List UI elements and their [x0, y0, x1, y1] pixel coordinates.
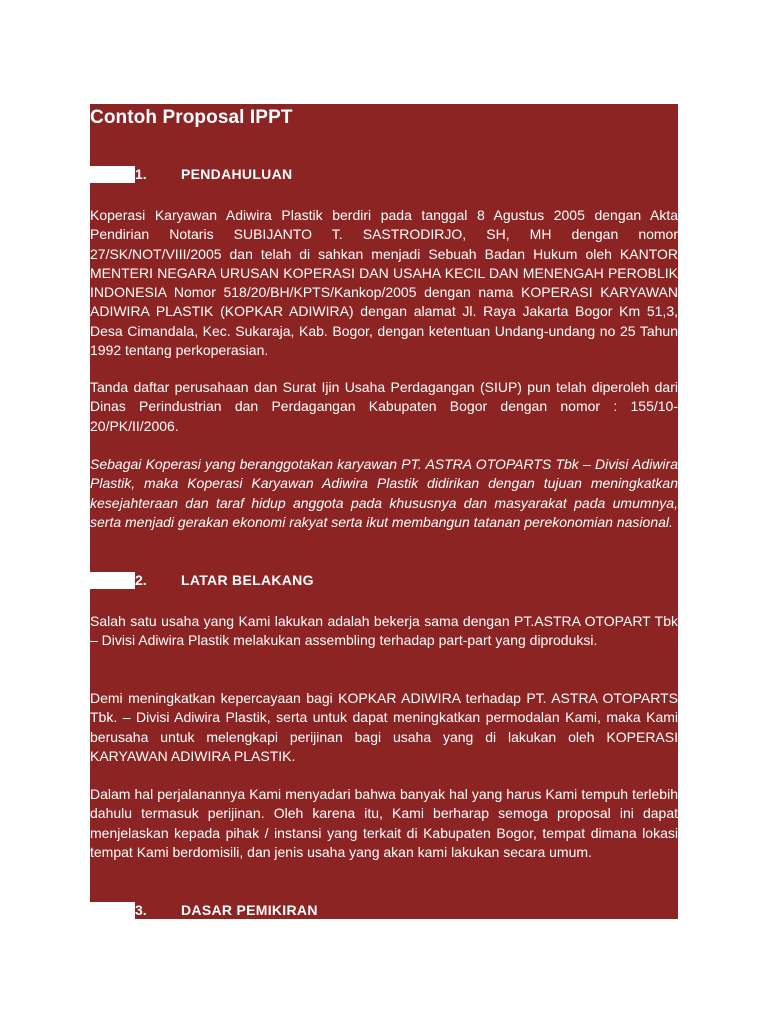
heading-indent-mask: [90, 902, 135, 919]
paragraph-pendahuluan-3: Sebagai Koperasi yang beranggotakan karyawan PT. ASTRA OTOPARTS Tbk – Divisi Adiwira Plastik, maka Koperasi Karyawan Adiwira Plastik didirikan dengan tujuan meningkatkan kesejahteraan dan taraf hidup anggota pada khususnya dan masyarakat pada umumnya, serta menjadi gerakan ekonomi rakyat serta ikut membangun tatanan perekonomian nasional.: [90, 456, 678, 530]
document-body: [90, 104, 678, 919]
heading-indent-mask: [90, 166, 135, 183]
paragraph-latar-belakang-2: Demi meningkatkan kepercayaan bagi KOPKAR ADIWIRA terhadap PT. ASTRA OTOPARTS Tbk. – Divisi Adiwira Plastik, serta untuk dapat meningkatkan permodalan Kami, maka Kami berusaha untuk melengkapi perijinan bagi usaha yang di lakukan oleh KOPERASI KARYAWAN ADIWIRA PLASTIK.: [90, 690, 678, 764]
paragraph-pendahuluan-2: Tanda daftar perusahaan dan Surat Ijin Usaha Perdagangan (SIUP) pun telah diperoleh dari Dinas Perindustrian dan Perdagangan Kabupaten Bogor dengan nomor : 155/10-20/PK/II/2006.: [90, 379, 678, 434]
section-number: 1.: [135, 166, 147, 182]
heading-indent-mask: [90, 572, 135, 589]
section-heading-latar-belakang: [90, 572, 678, 590]
paragraph-pendahuluan-1: Koperasi Karyawan Adiwira Plastik berdiri pada tanggal 8 Agustus 2005 dengan Akta Pendirian Notaris SUBIJANTO T. SASTRODIRJO, SH, MH dengan nomor 27/SK/NOT/VIII/2005 dan telah di sahkan menjadi Sebuah Badan Hukum oleh KANTOR MENTERI NEGARA URUSAN KOPERASI DAN USAHA KECIL DAN MENENGAH PEROBLIK INDONESIA Nomor 518/20/BH/KPTS/Kankop/2005 dengan nama KOPERASI KARYAWAN ADIWIRA PLASTIK (KOPKAR ADIWIRA) dengan alamat Jl. Raya Jakarta Bogor Km 51,3, Desa Cimandala, Kec. Sukaraja, Kab. Bogor, dengan ketentuan Undang-undang no 25 Tahun 1992 tentang perkoperasian.: [90, 207, 678, 359]
section-number: 3.: [135, 902, 147, 918]
paragraph-latar-belakang-3: Dalam hal perjalanannya Kami menyadari bahwa banyak hal yang harus Kami tempuh terlebih dahulu termasuk perijinan. Oleh karena itu, Kami berharap semoga proposal ini dapat menjelaskan kepada pihak / instansi yang terkait di Kabupaten Bogor, tempat dimana lokasi tempat Kami berdomisili, dan jenis usaha yang akan kami lakukan secara umum.: [90, 786, 678, 860]
section-title: DASAR PEMIKIRAN: [181, 902, 318, 918]
section-heading-pendahuluan: [90, 166, 678, 184]
section-title: PENDAHULUAN: [181, 166, 293, 182]
paragraph-latar-belakang-1: Salah satu usaha yang Kami lakukan adalah bekerja sama dengan PT.ASTRA OTOPART Tbk – Divisi Adiwira Plastik melakukan assembling terhadap part-part yang diproduksi.: [90, 613, 678, 649]
document-title: Contoh Proposal IPPT: [90, 107, 293, 128]
section-number: 2.: [135, 572, 147, 588]
section-title: LATAR BELAKANG: [181, 572, 314, 588]
section-heading-dasar-pemikiran: [90, 902, 678, 920]
